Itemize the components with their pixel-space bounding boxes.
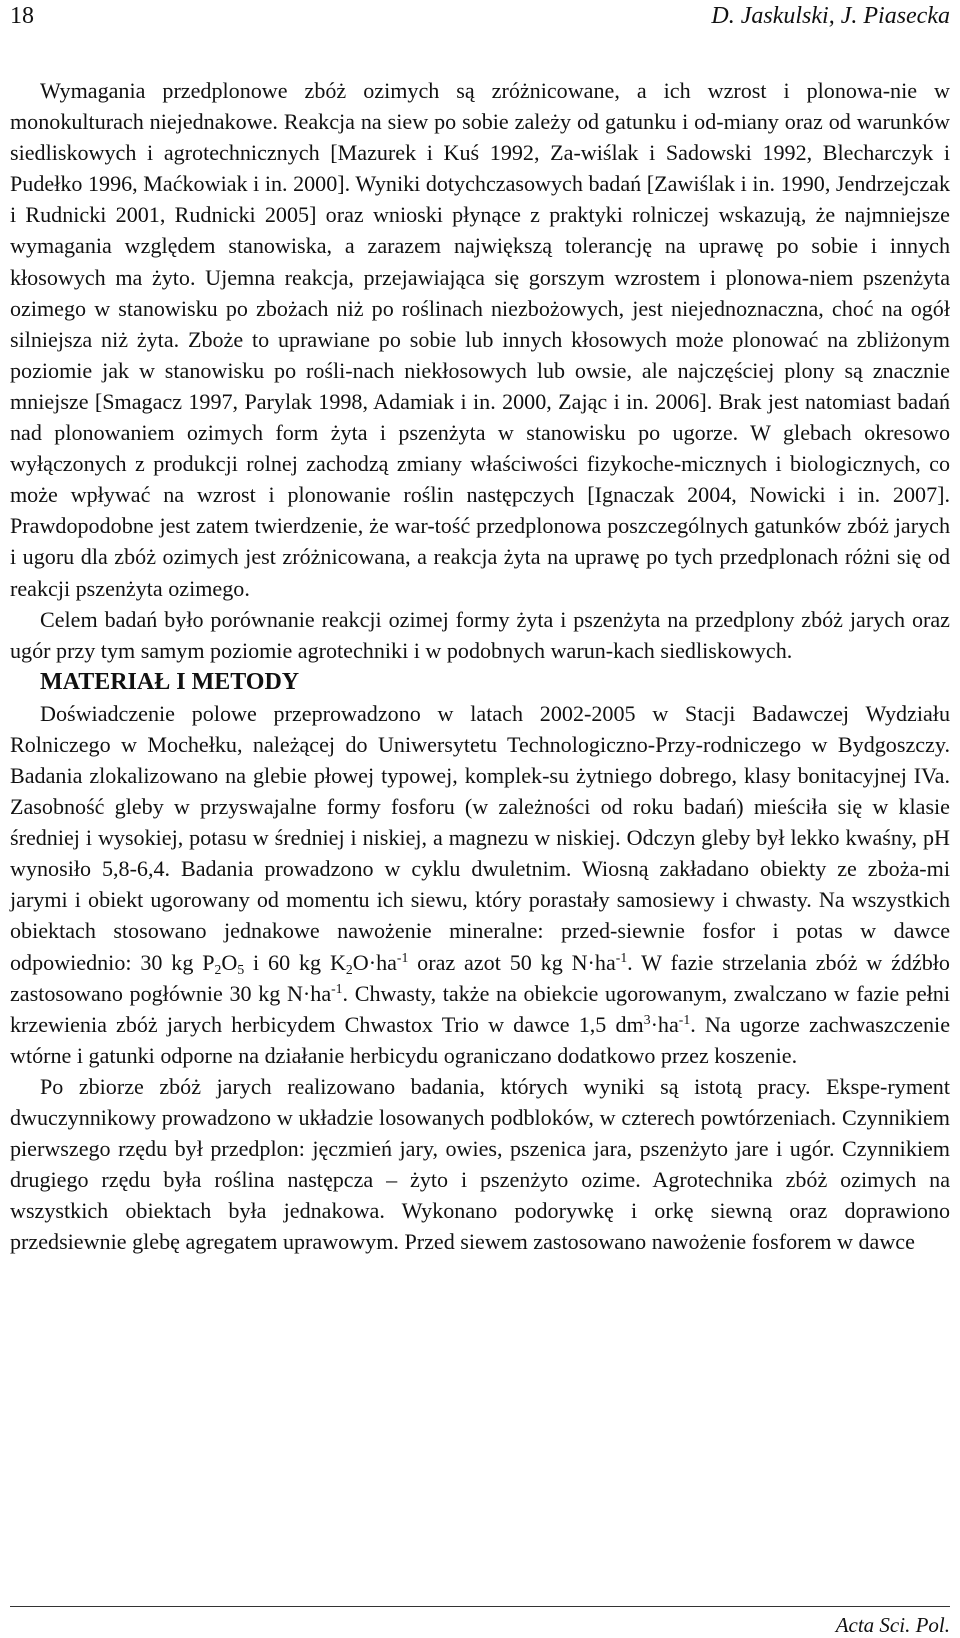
intro-paragraph-1 xyxy=(10,75,950,604)
journal-name: Acta Sci. Pol. xyxy=(835,1613,950,1637)
methods-p1-text-g: . Chwasty, także na obiekcie ugorowanym, zwalczano w fazie pełni krzewienia zbóż jarych herbicydem Chwastox Trio w dawce 1,5 dm xyxy=(10,980,950,1037)
subscript: 5 xyxy=(237,961,245,977)
methods-p1-text-e: oraz azot 50 kg N·ha xyxy=(408,949,616,975)
methods-p1-text-d: O·ha xyxy=(352,949,397,975)
methods-p1-text-a: Doświadczenie polowe przeprowadzono w latach 2002-2005 w Stacji Badawczej Wydziału Rolniczego w Mochełku, należącej do Uniwersytetu Technologiczno-Przy-rodniczego w Bydgoszczy. Badania zlokalizowano na glebie płowej typowej, komplek-su żytniego dobrego, klasy bonitacyjnej IVa. Zasobność gleby w przyswajalne formy fosforu (w zależności od roku badań) mieściła się w klasie średniej i wysokiej, potasu w średniej i niskiej, a magnezu w niskiej. Odczyn gleby był lekko kwaśny, pH wynosiło 5,8-6,4. Badania prowadzono w cyklu dwuletnim. Wiosną zakładano obiekty ze zboża-mi jarymi i obiekt ugorowany od momentu ich siewu, który porastały samosiewy i chwasty. Na wszystkich obiektach stosowano jednakowe nawożenie mineralne: przed-siewnie fosfor i potas w dawce odpowiednio: 30 kg P xyxy=(10,700,950,975)
running-head-authors: D. Jaskulski, J. Piasecka xyxy=(711,3,950,29)
methods-p1-text-f: . W fazie strzelania zbóż w źdźbło zastosowano pogłównie 30 kg N·ha xyxy=(10,949,950,1006)
intro-p1-text: Wymagania przedplonowe zbóż ozimych są zróżnicowane, a ich wzrost i plonowa-nie w monokulturach niejednakowe. Reakcja na siew po sobie zależy od gatunku i od-miany oraz od warunków siedliskowych i agrotechnicznych [Mazurek i Kuś 1992, Za-wiślak i Sadowski 1992, Blecharczyk i Pudełko 1996, Maćkowiak i in. 2000]. Wyniki dotychczasowych badań [Zawiślak i in. 1990, Jendrzejczak i Rudnicki 2001, Rudnicki 2005] oraz wnioski płynące z praktyki rolniczej wskazują, że najmniejsze wymagania względem stanowiska, a zarazem największą tolerancję na uprawę po sobie i innych kłosowych ma żyto. Ujemna reakcja, przejawiająca się gorszym wzrostem i plonowa-niem pszenżyta ozimego w stanowisku po zbożach niż po roślinach niezbożowych, jest niejednoznaczna, choć na ogół silniejsza niż żyta. Zboże to uprawiane po sobie lub innych kłosowych może plonować na zbliżonym poziomie jak w stanowisku po rośli-nach niekłosowych lub owsie, ale najczęściej plony są znacznie mniejsze [Smagacz 1997, Parylak 1998, Adamiak i in. 2000, Zając i in. 2006]. Brak jest natomiast badań nad plonowaniem ozimych form żyta i pszenżyta w stanowisku po ugorze. W glebach okresowo wyłączonych z produkcji rolnej zachodzą zmiany właściwości fizykoche-micznych i biologicznych, co może wpływać na wzrost i plonowanie roślin następczych [Ignaczak 2004, Nowicki i in. 2007]. Prawdopodobne jest zatem twierdzenie, że war-tość przedplonowa poszczególnych gatunków zbóż jarych i ugoru dla zbóż ozimych jest zróżnicowana, a reakcja żyta na uprawę po tych przedplonach różni się od reakcji pszenżyta ozimego. xyxy=(10,78,950,601)
methods-p1-text-i: . Na ugorze zachwaszczenie wtórne i gatunki odporne na działanie herbicydu ograniczano dodatkowo przez koszenie. xyxy=(10,1011,951,1068)
methods-p1-text-c: i 60 kg K xyxy=(244,949,346,975)
subscript: 2 xyxy=(214,961,222,977)
methods-paragraph-1 xyxy=(10,698,950,1071)
methods-p1-text-b: O xyxy=(221,949,238,975)
page-number: 18 xyxy=(10,3,34,29)
superscript: -1 xyxy=(678,1012,691,1028)
methods-paragraph-2: Po zbiorze zbóż jarych realizowano badania, których wyniki są istotą pracy. Ekspe-ryment dwuczynnikowy prowadzono w układzie losowanych podbloków, w czterech powtórzeniach. Czynnikiem pierwszego rzędu był przedplon: jęczmień jary, owies, pszenica jara, pszenżyto jare i ugór. Czynnikiem drugiego rzędu była roślina następcza – żyto i pszenżyto ozime. Agrotechnika zbóż ozimych na wszystkich obiektach była jednakowa. Wykonano podorywkę i orkę siewną oraz doprawiono przedsiewnie glebę agregatem uprawowym. Przed siewem zastosowano nawożenie fosforem w dawce xyxy=(10,1073,950,1255)
intro-paragraph-2: Celem badań było porównanie reakcji ozimej formy żyta i pszenżyta na przedplony zbóż jarych oraz ugór przy tym samym poziomie agrotechniki i w podobnych warun-kach siedliskowych. xyxy=(10,606,950,663)
footer-divider xyxy=(10,1606,950,1607)
subscript: 2 xyxy=(345,961,353,977)
superscript: 3 xyxy=(643,1012,651,1028)
methods-p1-text-h: ·ha xyxy=(650,1011,679,1037)
section-heading-materials-methods: MATERIAŁ I METODY xyxy=(40,668,300,695)
article-body xyxy=(10,75,950,1257)
superscript: -1 xyxy=(615,950,628,965)
page-header xyxy=(10,0,950,34)
superscript: -1 xyxy=(396,950,409,965)
superscript: -1 xyxy=(331,981,343,997)
